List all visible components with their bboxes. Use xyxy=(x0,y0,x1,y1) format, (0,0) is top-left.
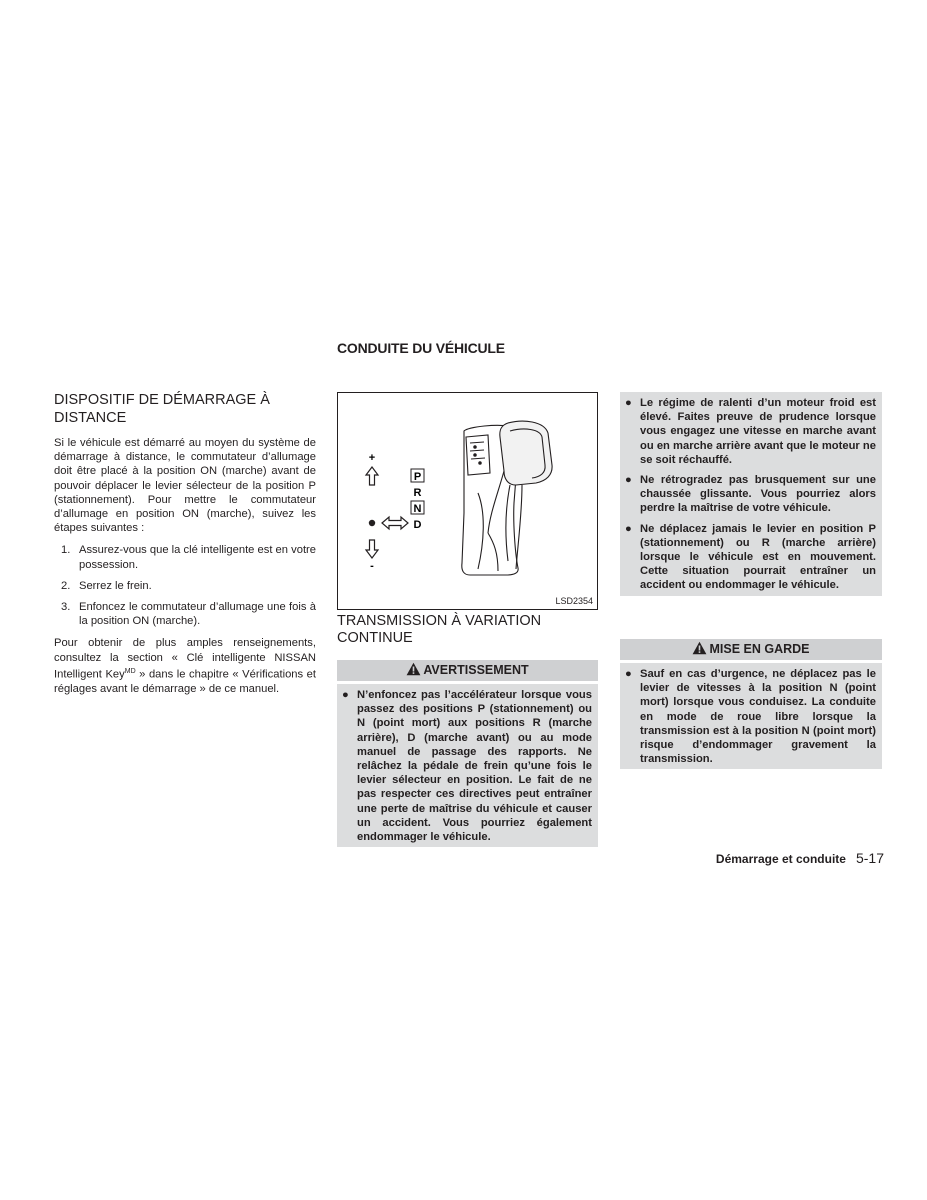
arrow-down-icon xyxy=(366,540,378,558)
warning-bullet xyxy=(341,688,592,844)
step-text: Assurez-vous que la clé intelligente est en votre possession. xyxy=(79,544,316,571)
gear-d-label: D xyxy=(413,519,422,531)
shift-lever-drawing xyxy=(462,421,552,575)
gear-n-label: N xyxy=(413,503,422,515)
warning-continued-body xyxy=(620,392,882,596)
warning-header xyxy=(337,660,598,681)
step-number: 3. xyxy=(61,601,71,614)
bullet-dot: ● xyxy=(625,668,632,680)
bullet-text: Ne rétrogradez pas brusquement sur une chaussée glissante. Vous pourriez alors perdre la maîtrise de votre véhicule. xyxy=(640,474,876,515)
figure-code: LSD2354 xyxy=(555,596,593,606)
bullet-dot: ● xyxy=(625,474,632,487)
warning-bullet xyxy=(624,396,876,467)
remote-start-heading xyxy=(54,391,316,427)
bullet-text: Sauf en cas d’urgence, ne déplacez pas le levier de vitesses à la position N (point mort) lorsque vous conduisez. La conduite en mode de roue libre lorsque la transmission est à la position N (point mort) risque d’endommager gravement la transmission. xyxy=(640,668,876,766)
bullet-text: Ne déplacez jamais le levier en position P (stationnement) ou R (marche arrière) lorsque le véhicule est en mouvement. Cette situation pourrait entraîner un accident ou endommager le véhicule. xyxy=(640,522,876,592)
step-text: Serrez le frein. xyxy=(79,579,152,592)
step-item xyxy=(54,579,316,593)
remote-start-intro: Si le véhicule est démarré au moyen du système de démarrage à distance, le commutateur d’allumage doit être placé à la position ON (marche) avant de pouvoir déplacer le levier sélecteur de la position P (stationnement). Pour mettre le commutateur d’allumage en position ON (marche), suivez les étapes suivantes : xyxy=(54,437,316,535)
minus-label: - xyxy=(370,560,374,572)
warning-continued xyxy=(620,392,882,596)
warning-body xyxy=(337,684,598,847)
remote-start-heading-line1: DISPOSITIF DE DÉMARRAGE À xyxy=(54,392,270,408)
bullet-text: Le régime de ralenti d’un moteur froid est élevé. Faites preuve de prudence lorsque vous engagez une vitesse en marche avant ou en marche arrière avant que le moteur ne se soit réchauffé. xyxy=(640,397,876,466)
page-footer xyxy=(716,850,884,866)
cvt-shift-lever-illustration xyxy=(338,393,597,609)
warning-triangle-icon xyxy=(692,641,707,662)
warning-title: AVERTISSEMENT xyxy=(423,663,529,677)
arrow-up-icon xyxy=(366,467,378,485)
remote-start-steps xyxy=(54,543,316,628)
step-item xyxy=(54,600,316,628)
caution-title: MISE EN GARDE xyxy=(709,642,810,656)
warning-triangle-icon xyxy=(406,662,421,683)
step-number: 1. xyxy=(61,544,71,557)
manual-gate-dot-icon xyxy=(369,520,375,526)
cvt-heading-line1: TRANSMISSION À VARIATION xyxy=(337,613,542,629)
caution-header xyxy=(620,639,882,660)
cvt-heading-line2: CONTINUE xyxy=(337,630,413,646)
caution-bullet xyxy=(624,667,876,766)
remote-start-outro xyxy=(54,636,316,696)
step-item xyxy=(54,543,316,571)
warning-box xyxy=(337,660,598,847)
outro-text-2: » dans le chapitre « Vérifications et réglages avant le démarrage » de ce manuel. xyxy=(54,668,316,695)
double-arrow-icon xyxy=(382,517,408,529)
bullet-dot: ● xyxy=(625,522,632,535)
warning-bullet xyxy=(624,522,876,593)
step-text: Enfoncez le commutateur d’allumage une fois à la position ON (marche). xyxy=(79,601,316,628)
shift-lever-figure xyxy=(337,392,598,610)
bullet-dot: ● xyxy=(625,397,632,409)
outro-text-1: Pour obtenir de plus amples renseignements, consultez la section « Clé intelligente NISSAN Intelligent Key xyxy=(54,637,316,681)
section-title: CONDUITE DU VÉHICULE xyxy=(337,340,505,356)
warning-bullet xyxy=(624,473,876,516)
cvt-heading xyxy=(337,613,598,647)
caution-body xyxy=(620,663,882,769)
page-number: 5-17 xyxy=(855,850,884,866)
plus-label: + xyxy=(368,452,376,464)
trademark-superscript: MD xyxy=(124,667,136,675)
gear-r-label: R xyxy=(413,487,422,499)
remote-start-section xyxy=(54,391,316,704)
bullet-dot: ● xyxy=(342,689,349,701)
bullet-text: N’enfoncez pas l’accélérateur lorsque vous passez des positions P (stationnement) ou N (point mort) aux positions R (marche arrière), D (marche avant) ou au mode manuel de passage des rapports. Ne relâchez la pédale de frein qu’une fois le levier sélecteur en position. Le fait de ne pas respecter ces directives peut entraîner une perte de maîtrise du véhicule et causer un accident. Vous pourriez également endommager le véhicule. xyxy=(357,689,592,844)
gear-p-label: P xyxy=(413,471,422,483)
footer-chapter: Démarrage et conduite xyxy=(715,852,846,866)
remote-start-heading-line2: DISTANCE xyxy=(54,410,127,426)
caution-box xyxy=(620,639,882,769)
step-number: 2. xyxy=(61,579,71,592)
